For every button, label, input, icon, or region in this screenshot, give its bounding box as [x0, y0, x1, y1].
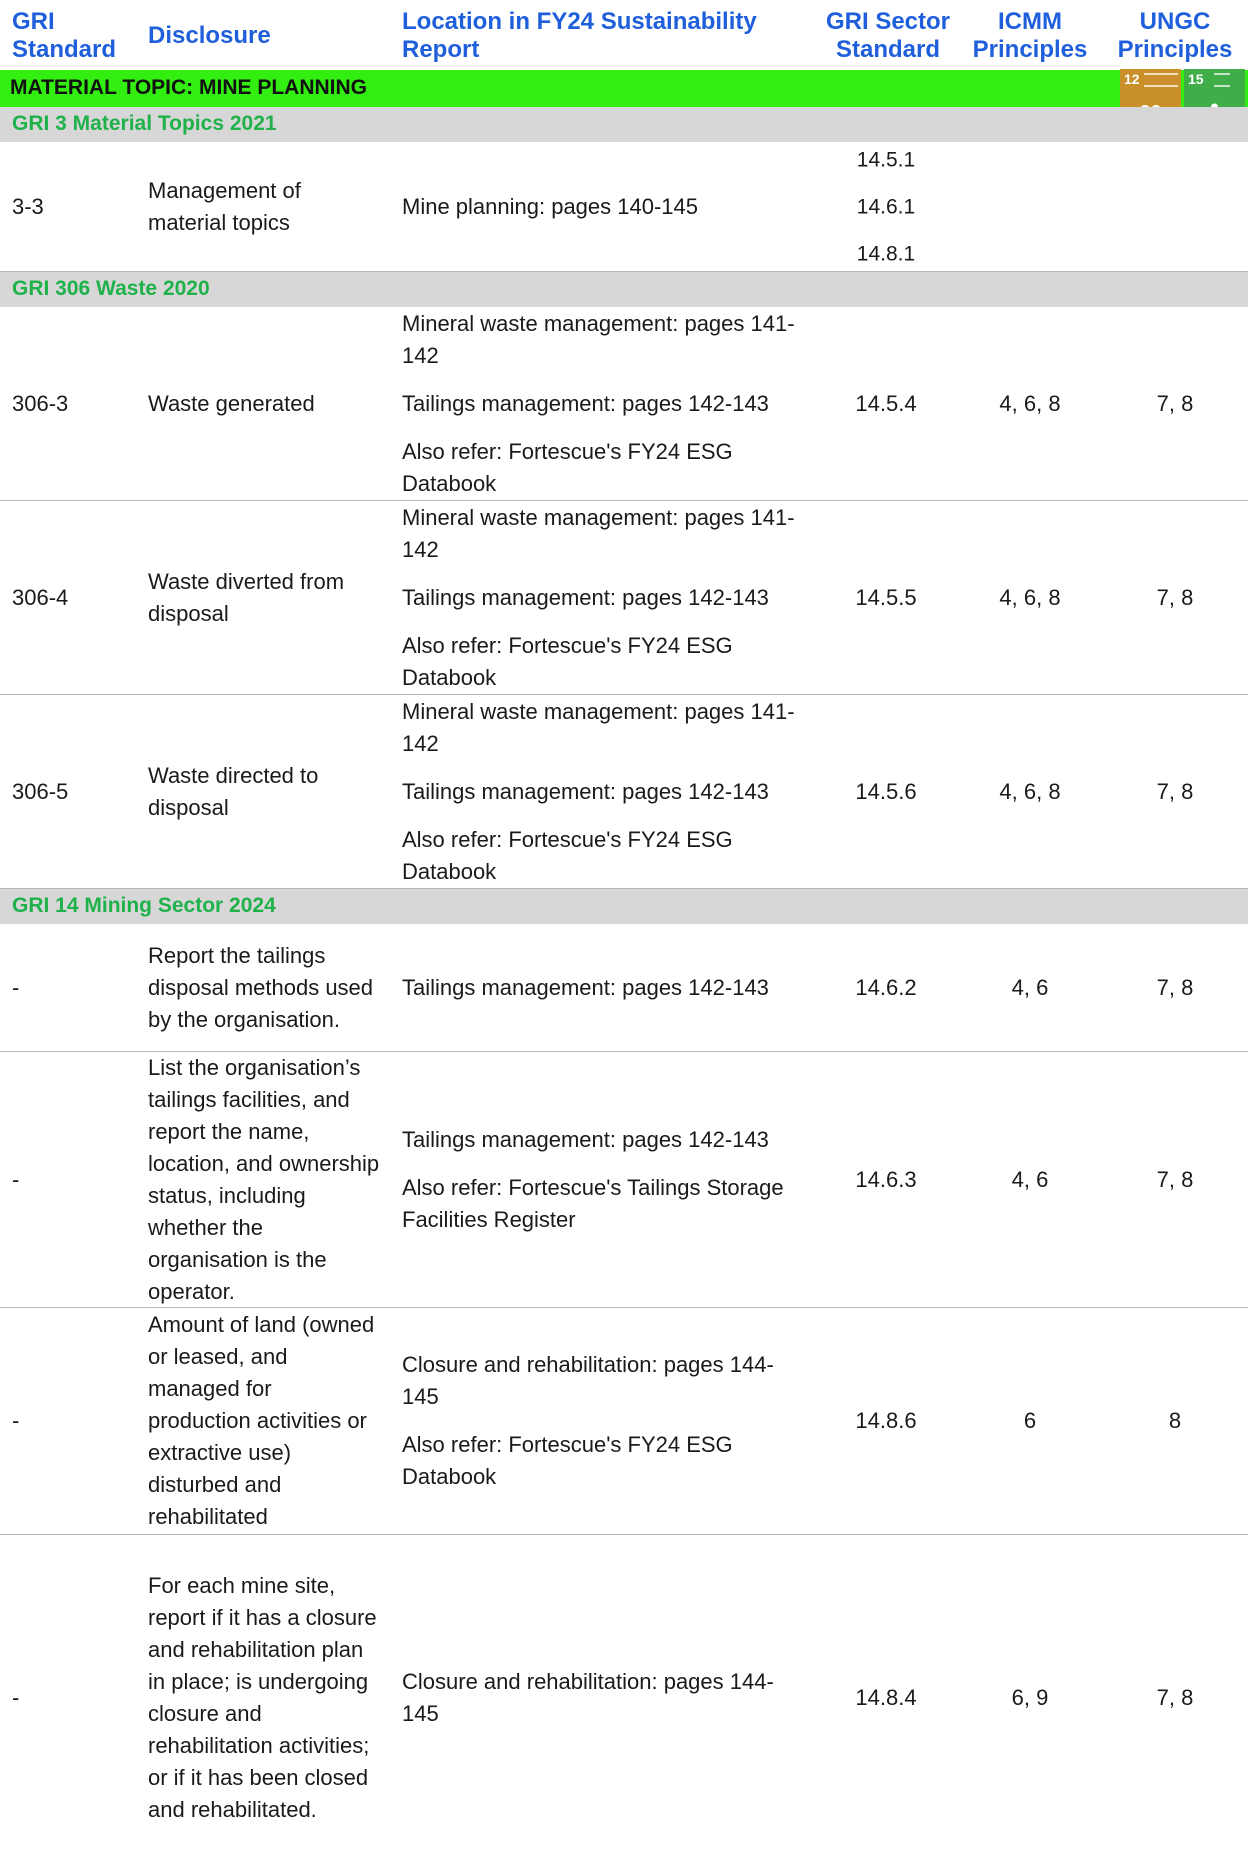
table-row: [0, 924, 1248, 1052]
row-disclosure: Management of material topics: [148, 177, 301, 235]
row-ungc: 7, 8: [1156, 1166, 1194, 1192]
table-row: [0, 1052, 1248, 1308]
row-disclosure: Report the tailings disposal methods used by the organisation.: [148, 942, 374, 1032]
row-disclosure: Amount of land (owned or leased, and managed for production activities or extractive use) disturbed and rehabilitated: [148, 1312, 375, 1529]
row-icmm: 6, 9: [1011, 1684, 1049, 1710]
table-row: [0, 695, 1248, 889]
col-icmm: ICMM Principles: [972, 8, 1088, 63]
sector-ref: 14.8.1: [856, 242, 916, 265]
material-topic-bar: [0, 70, 1248, 107]
location-line: Tailings management: pages 142-143: [402, 584, 769, 610]
row-disclosure: Waste diverted from disposal: [148, 568, 345, 626]
location-line: Also refer: Fortescue's FY24 ESG Databook: [402, 1432, 733, 1489]
row-icmm: 4, 6: [1011, 974, 1049, 1000]
location-line: Mineral waste management: pages 141-142: [402, 698, 795, 756]
location-line: Mineral waste management: pages 141-142: [402, 504, 795, 562]
location-line: Tailings management: pages 142-143: [402, 390, 769, 416]
row-sector: 14.5.5: [855, 584, 917, 610]
row-id: -: [12, 1684, 20, 1710]
row-id: 3-3: [12, 193, 44, 219]
table-row: [0, 142, 1248, 272]
row-ungc: 7, 8: [1156, 778, 1194, 804]
row-disclosure: Waste generated: [148, 390, 315, 416]
location-line: Mineral waste management: pages 141-142: [402, 310, 795, 368]
row-disclosure: List the organisation’s tailings facilities, and report the name, location, and ownership status, including whether the organisation is the operator.: [148, 1054, 380, 1304]
location-line: Also refer: Fortescue's Tailings Storage Facilities Register: [402, 1174, 784, 1232]
table-row: [0, 501, 1248, 695]
row-disclosure: Waste directed to disposal: [148, 762, 319, 820]
material-topic-label: MATERIAL TOPIC: MINE PLANNING: [10, 76, 367, 99]
row-icmm: 4, 6, 8: [999, 390, 1061, 416]
location-line: Also refer: Fortescue's FY24 ESG Databook: [402, 632, 733, 690]
col-location: Location in FY24 Sustainability Report: [402, 8, 757, 63]
row-location: Closure and rehabilitation: pages 144-145: [402, 1668, 774, 1726]
row-ungc: 7, 8: [1156, 390, 1194, 416]
row-location: [402, 502, 802, 694]
section-header: [0, 889, 1248, 924]
row-icmm: 4, 6, 8: [999, 584, 1061, 610]
location-line: Tailings management: pages 142-143: [402, 1126, 769, 1152]
row-ungc: 7, 8: [1156, 584, 1194, 610]
row-sector: 14.5.6: [855, 778, 917, 804]
row-id: -: [12, 974, 20, 1000]
row-id: 306-3: [12, 390, 69, 416]
location-line: Tailings management: pages 142-143: [402, 778, 769, 804]
section-title: GRI 3 Material Topics 2021: [12, 112, 277, 135]
col-disclosure: Disclosure: [148, 22, 271, 49]
row-id: -: [12, 1166, 20, 1192]
row-sector: 14.6.3: [855, 1166, 917, 1192]
row-icmm: 6: [1023, 1408, 1037, 1433]
table-row: [0, 1308, 1248, 1535]
col-ungc: UNGC Principles: [1117, 8, 1233, 63]
row-sector: 14.5.4: [855, 390, 917, 416]
col-gri-standard: GRI Standard: [12, 8, 117, 63]
row-icmm: 4, 6, 8: [999, 778, 1061, 804]
table-row: [0, 307, 1248, 501]
row-location: Mine planning: pages 140-145: [402, 193, 699, 219]
row-sector: 14.8.6: [855, 1408, 917, 1433]
sector-ref: 14.6.1: [856, 195, 916, 218]
row-location: [402, 696, 802, 888]
sdg-12-number: 12: [1124, 71, 1140, 87]
row-location: [402, 308, 802, 500]
row-ungc: 7, 8: [1156, 974, 1194, 1000]
row-sector: 14.8.4: [855, 1684, 917, 1710]
row-ungc: 8: [1168, 1408, 1182, 1433]
row-location: Tailings management: pages 142-143: [402, 974, 769, 1000]
section-header: [0, 272, 1248, 307]
row-id: 306-4: [12, 584, 69, 610]
sector-ref: 14.5.1: [856, 148, 916, 171]
location-line: Closure and rehabilitation: pages 144-145: [402, 1352, 774, 1409]
table-header: [0, 0, 1248, 70]
sdg-15-number: 15: [1188, 71, 1204, 87]
row-sector: [840, 136, 932, 277]
row-id: 306-5: [12, 778, 69, 804]
row-id: -: [12, 1408, 20, 1433]
section-header: [0, 107, 1248, 142]
section-title: GRI 14 Mining Sector 2024: [12, 894, 276, 917]
row-sector: 14.6.2: [855, 974, 917, 1000]
row-icmm: 4, 6: [1011, 1166, 1049, 1192]
section-title: GRI 306 Waste 2020: [12, 277, 210, 300]
table-row: [0, 1535, 1248, 1860]
col-gri-sector: GRI Sector Standard: [825, 8, 951, 63]
row-ungc: 7, 8: [1156, 1684, 1194, 1710]
row-location: [402, 1124, 802, 1236]
location-line: Also refer: Fortescue's FY24 ESG Databook: [402, 438, 733, 496]
row-location: [402, 1349, 802, 1493]
row-disclosure: For each mine site, report if it has a closure and rehabilitation plan in place; is undergoing closure and rehabilitation activities; or if it has been closed and rehabilitated.: [148, 1572, 377, 1822]
location-line: Also refer: Fortescue's FY24 ESG Databook: [402, 826, 733, 884]
